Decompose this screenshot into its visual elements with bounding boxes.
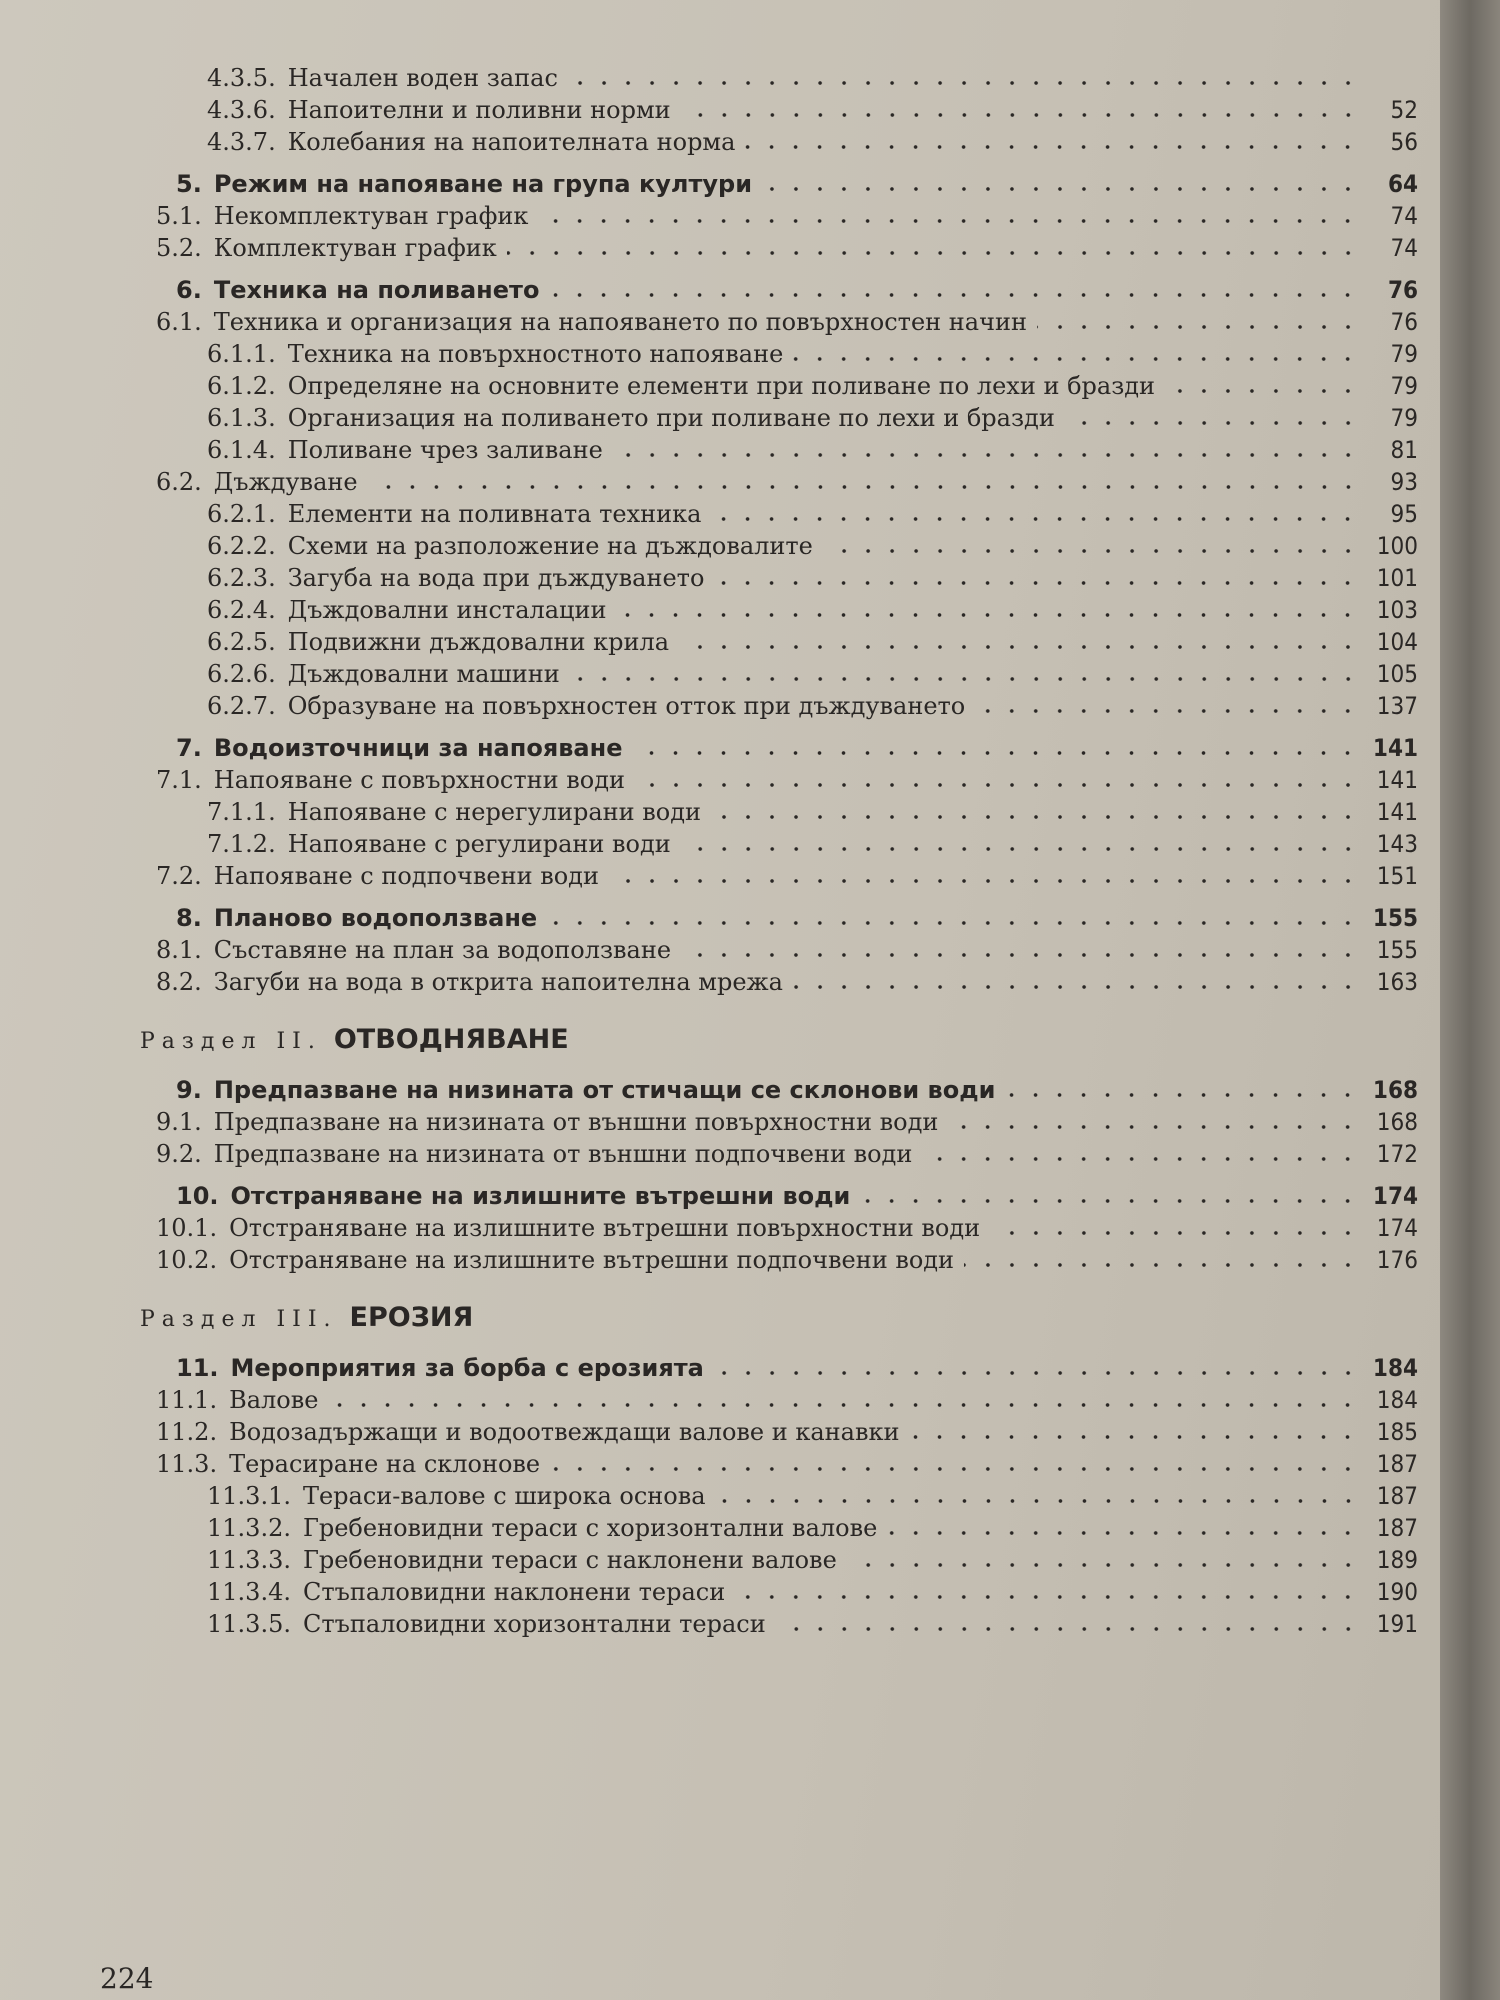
dot-leader — [847, 1562, 1360, 1568]
entry-number: 6.2. — [156, 468, 202, 496]
entry-page: 141 — [1372, 734, 1418, 762]
entry-title: Некомплектуван график — [213, 202, 529, 230]
entry-number: 7.1.2. — [207, 830, 276, 858]
entry-number: 10. — [176, 1182, 219, 1210]
dot-leader — [762, 186, 1360, 192]
entry-title: Напояване с подпочвени води — [213, 862, 599, 890]
entry-page: 191 — [1376, 1610, 1418, 1638]
entry-title: Дъждуване — [213, 468, 358, 496]
table-of-contents — [140, 62, 1418, 1640]
toc-entry — [150, 338, 1418, 370]
toc-chapter — [150, 274, 1418, 306]
entry-title: Техника на поливането — [213, 276, 540, 304]
entry-page: 143 — [1376, 830, 1418, 858]
entry-page: 174 — [1376, 1214, 1418, 1242]
entry-number: 8. — [176, 904, 202, 932]
entry-page: 190 — [1376, 1578, 1418, 1606]
entry-number: 8.1. — [156, 936, 202, 964]
entry-page: 76 — [1387, 276, 1418, 304]
section-title: ОТВОДНЯВАНЕ — [333, 1024, 569, 1055]
entry-title: Тераси-валове с широка основа — [302, 1482, 706, 1510]
dot-leader — [909, 1434, 1360, 1440]
dot-leader — [711, 516, 1360, 522]
toc-entry — [150, 860, 1418, 892]
entry-number: 7.1.1. — [207, 798, 276, 826]
dot-leader — [975, 708, 1360, 714]
toc-entry — [150, 1608, 1418, 1640]
dot-leader — [616, 612, 1360, 618]
entry-page: 103 — [1376, 596, 1418, 624]
toc-chapter — [150, 1074, 1418, 1106]
entry-number: 6.1.4. — [207, 436, 276, 464]
toc-chapter — [150, 732, 1418, 764]
entry-title: Предпазване на низината от стичащи се склонови води — [213, 1076, 996, 1104]
entry-page: 168 — [1372, 1076, 1418, 1104]
entry-title: Валове — [229, 1386, 319, 1414]
book-edge — [1440, 0, 1500, 2000]
dot-leader — [632, 750, 1360, 756]
entry-title: Режим на напояване на група култури — [213, 170, 753, 198]
toc-entry — [150, 594, 1418, 626]
toc-entry — [150, 1544, 1418, 1576]
entry-page: 64 — [1387, 170, 1418, 198]
entry-page: 184 — [1376, 1386, 1418, 1414]
toc-chapter — [150, 1180, 1418, 1212]
entry-title: Дъждовални машини — [287, 660, 560, 688]
dot-leader — [613, 452, 1360, 458]
entry-page: 141 — [1376, 766, 1418, 794]
entry-title: Схеми на разположение на дъждовалите — [287, 532, 813, 560]
entry-title: Техника и организация на напояването по повърхностен начин — [213, 308, 1027, 336]
toc-entry — [150, 1512, 1418, 1544]
dot-leader — [568, 80, 1360, 86]
entry-page: 79 — [1390, 372, 1418, 400]
dot-leader — [990, 1230, 1360, 1236]
entry-title: Начален воден запас — [287, 64, 558, 92]
entry-title: Колебания на напоителната норма — [287, 128, 736, 156]
toc-entry — [150, 62, 1418, 94]
entry-page: 155 — [1372, 904, 1418, 932]
entry-page: 137 — [1376, 692, 1418, 720]
entry-number: 5. — [176, 170, 202, 198]
dot-leader — [549, 292, 1360, 298]
toc-entry — [150, 828, 1418, 860]
entry-title: Отстраняване на излишните вътрешни води — [230, 1182, 851, 1210]
toc-entry — [150, 306, 1418, 338]
entry-page: 187 — [1376, 1514, 1418, 1542]
entry-number: 6.2.7. — [207, 692, 276, 720]
dot-leader — [1065, 420, 1360, 426]
entry-number: 9.1. — [156, 1108, 202, 1136]
entry-title: Предпазване на низината от външни повърхностни води — [213, 1108, 939, 1136]
entry-title: Загуби на вода в открита напоителна мрежа — [213, 968, 783, 996]
dot-leader — [922, 1156, 1360, 1162]
dot-leader — [711, 814, 1360, 820]
toc-entry — [150, 1480, 1418, 1512]
entry-number: 6.2.4. — [207, 596, 276, 624]
entry-number: 6.2.2. — [207, 532, 276, 560]
toc-entry — [150, 562, 1418, 594]
toc-entry — [150, 966, 1418, 998]
entry-page: 79 — [1390, 340, 1418, 368]
entry-number: 11.3.5. — [207, 1610, 291, 1638]
entry-number: 4.3.5. — [207, 64, 276, 92]
toc-entry — [150, 1106, 1418, 1138]
entry-title: Напоителни и поливни норми — [287, 96, 671, 124]
entry-page: 95 — [1390, 500, 1418, 528]
entry-number: 10.2. — [156, 1246, 218, 1274]
entry-page: 101 — [1376, 564, 1418, 592]
entry-number: 6.1.2. — [207, 372, 276, 400]
dot-leader — [714, 580, 1360, 586]
entry-title: Комплектуван график — [213, 234, 497, 262]
dot-leader — [507, 250, 1360, 256]
toc-entry — [150, 530, 1418, 562]
entry-page: 100 — [1376, 532, 1418, 560]
entry-number: 6. — [176, 276, 202, 304]
toc-entry — [150, 1416, 1418, 1448]
section-heading — [140, 1024, 1418, 1064]
entry-title: Планово водоползване — [213, 904, 538, 932]
entry-number: 8.2. — [156, 968, 202, 996]
toc-chapter — [150, 902, 1418, 934]
dot-leader — [964, 1262, 1360, 1268]
entry-page: 105 — [1376, 660, 1418, 688]
entry-title: Образуване на повърхностен отток при дъждуването — [287, 692, 966, 720]
entry-page: 56 — [1390, 128, 1418, 156]
dot-leader — [609, 878, 1360, 884]
entry-number: 6.2.3. — [207, 564, 276, 592]
entry-title: Гребеновидни тераси с хоризонтални валове — [302, 1514, 878, 1542]
entry-page: 52 — [1390, 96, 1418, 124]
dot-leader — [793, 984, 1360, 990]
entry-title: Съставяне на план за водоползване — [213, 936, 672, 964]
entry-title: Напояване с регулирани води — [287, 830, 671, 858]
entry-number: 5.1. — [156, 202, 202, 230]
dot-leader — [735, 1594, 1360, 1600]
entry-number: 4.3.6. — [207, 96, 276, 124]
entry-title: Отстраняване на излишните вътрешни повърхностни води — [229, 1214, 981, 1242]
dot-leader — [681, 112, 1360, 118]
toc-entry — [150, 690, 1418, 722]
entry-title: Поливане чрез заливане — [287, 436, 603, 464]
entry-number: 11.3.4. — [207, 1578, 291, 1606]
dot-leader — [1005, 1092, 1360, 1098]
entry-number: 6.1. — [156, 308, 202, 336]
entry-page: 79 — [1390, 404, 1418, 432]
entry-title: Водоизточници за напояване — [213, 734, 623, 762]
entry-page: 151 — [1376, 862, 1418, 890]
dot-leader — [679, 644, 1360, 650]
entry-page: 185 — [1376, 1418, 1418, 1446]
entry-title: Загуба на вода при дъждуването — [287, 564, 705, 592]
entry-number: 6.1.1. — [207, 340, 276, 368]
entry-number: 11.3. — [156, 1450, 218, 1478]
dot-leader — [550, 1466, 1360, 1472]
toc-entry — [150, 402, 1418, 434]
entry-page: 168 — [1376, 1108, 1418, 1136]
entry-page: 184 — [1372, 1354, 1418, 1382]
dot-leader — [860, 1198, 1360, 1204]
entry-title: Мероприятия за борба с ерозията — [230, 1354, 704, 1382]
entry-page: 141 — [1376, 798, 1418, 826]
entry-number: 11.3.2. — [207, 1514, 291, 1542]
toc-entry — [150, 94, 1418, 126]
dot-leader — [823, 548, 1360, 554]
entry-title: Стъпаловидни наклонени тераси — [302, 1578, 726, 1606]
dot-leader — [681, 952, 1360, 958]
toc-entry — [150, 126, 1418, 158]
dot-leader — [547, 920, 1360, 926]
entry-title: Терасиране на склонове — [229, 1450, 541, 1478]
toc-entry — [150, 626, 1418, 658]
toc-entry — [150, 1384, 1418, 1416]
entry-number: 6.2.1. — [207, 500, 276, 528]
dot-leader — [1037, 324, 1360, 330]
entry-page: 189 — [1376, 1546, 1418, 1574]
entry-page: 104 — [1376, 628, 1418, 656]
dot-leader — [714, 1370, 1360, 1376]
entry-title: Елементи на поливната техника — [287, 500, 702, 528]
toc-entry — [150, 232, 1418, 264]
entry-page: 76 — [1390, 308, 1418, 336]
dot-leader — [716, 1498, 1360, 1504]
dot-leader — [793, 356, 1360, 362]
entry-number: 9.2. — [156, 1140, 202, 1168]
section-title: ЕРОЗИЯ — [349, 1302, 474, 1333]
toc-entry — [150, 1448, 1418, 1480]
dot-leader — [635, 782, 1360, 788]
section-label: Раздел III. — [140, 1307, 338, 1332]
dot-leader — [681, 846, 1360, 852]
toc-entry — [150, 466, 1418, 498]
entry-title: Предпазване на низината от външни подпочвени води — [213, 1140, 913, 1168]
entry-number: 9. — [176, 1076, 202, 1104]
entry-page: 81 — [1390, 436, 1418, 464]
entry-title: Техника на повърхностното напояване — [287, 340, 784, 368]
dot-leader — [887, 1530, 1360, 1536]
entry-page: 163 — [1376, 968, 1418, 996]
page-number: 224 — [100, 1962, 154, 1995]
entry-title: Водозадържащи и водоотвеждащи валове и канавки — [229, 1418, 900, 1446]
entry-number: 6.2.6. — [207, 660, 276, 688]
entry-title: Напояване с нерегулирани води — [287, 798, 701, 826]
entry-page: 187 — [1376, 1482, 1418, 1510]
toc-entry — [150, 1212, 1418, 1244]
entry-title: Дъждовални инсталации — [287, 596, 607, 624]
entry-number: 7. — [176, 734, 202, 762]
entry-page: 74 — [1390, 234, 1418, 262]
toc-entry — [150, 934, 1418, 966]
entry-title: Отстраняване на излишните вътрешни подпочвени води — [229, 1246, 955, 1274]
entry-title: Стъпаловидни хоризонтални тераси — [302, 1610, 766, 1638]
toc-entry — [150, 1244, 1418, 1276]
entry-title: Гребеновидни тераси с наклонени валове — [302, 1546, 837, 1574]
entry-number: 4.3.7. — [207, 128, 276, 156]
entry-number: 6.1.3. — [207, 404, 276, 432]
dot-leader — [368, 484, 1360, 490]
entry-number: 5.2. — [156, 234, 202, 262]
entry-page: 172 — [1376, 1140, 1418, 1168]
toc-entry — [150, 434, 1418, 466]
toc-entry — [150, 498, 1418, 530]
dot-leader — [570, 676, 1360, 682]
entry-page: 155 — [1376, 936, 1418, 964]
dot-leader — [948, 1124, 1360, 1130]
entry-number: 11. — [176, 1354, 219, 1382]
entry-number: 11.1. — [156, 1386, 218, 1414]
dot-leader — [328, 1402, 1360, 1408]
entry-page: 93 — [1390, 468, 1418, 496]
dot-leader — [538, 218, 1360, 224]
entry-number: 11.3.1. — [207, 1482, 291, 1510]
toc-entry — [150, 200, 1418, 232]
toc-chapter — [150, 1352, 1418, 1384]
entry-page: 176 — [1376, 1246, 1418, 1274]
entry-title: Напояване с повърхностни води — [213, 766, 625, 794]
entry-title: Организация на поливането при поливане по лехи и бразди — [287, 404, 1055, 432]
toc-chapter — [150, 168, 1418, 200]
dot-leader — [745, 144, 1360, 150]
dot-leader — [776, 1626, 1360, 1632]
toc-entry — [150, 764, 1418, 796]
section-label: Раздел II. — [140, 1029, 322, 1054]
entry-number: 11.3.3. — [207, 1546, 291, 1574]
section-heading — [140, 1302, 1418, 1342]
dot-leader — [1165, 388, 1360, 394]
entry-title: Определяне на основните елементи при поливане по лехи и бразди — [287, 372, 1156, 400]
toc-entry — [150, 1138, 1418, 1170]
entry-page: 187 — [1376, 1450, 1418, 1478]
entry-number: 6.2.5. — [207, 628, 276, 656]
toc-entry — [150, 796, 1418, 828]
entry-page: 74 — [1390, 202, 1418, 230]
entry-number: 11.2. — [156, 1418, 218, 1446]
toc-entry — [150, 658, 1418, 690]
entry-number: 7.1. — [156, 766, 202, 794]
entry-title: Подвижни дъждовални крила — [287, 628, 670, 656]
entry-page: 174 — [1372, 1182, 1418, 1210]
entry-number: 10.1. — [156, 1214, 218, 1242]
toc-entry — [150, 1576, 1418, 1608]
entry-number: 7.2. — [156, 862, 202, 890]
toc-entry — [150, 370, 1418, 402]
